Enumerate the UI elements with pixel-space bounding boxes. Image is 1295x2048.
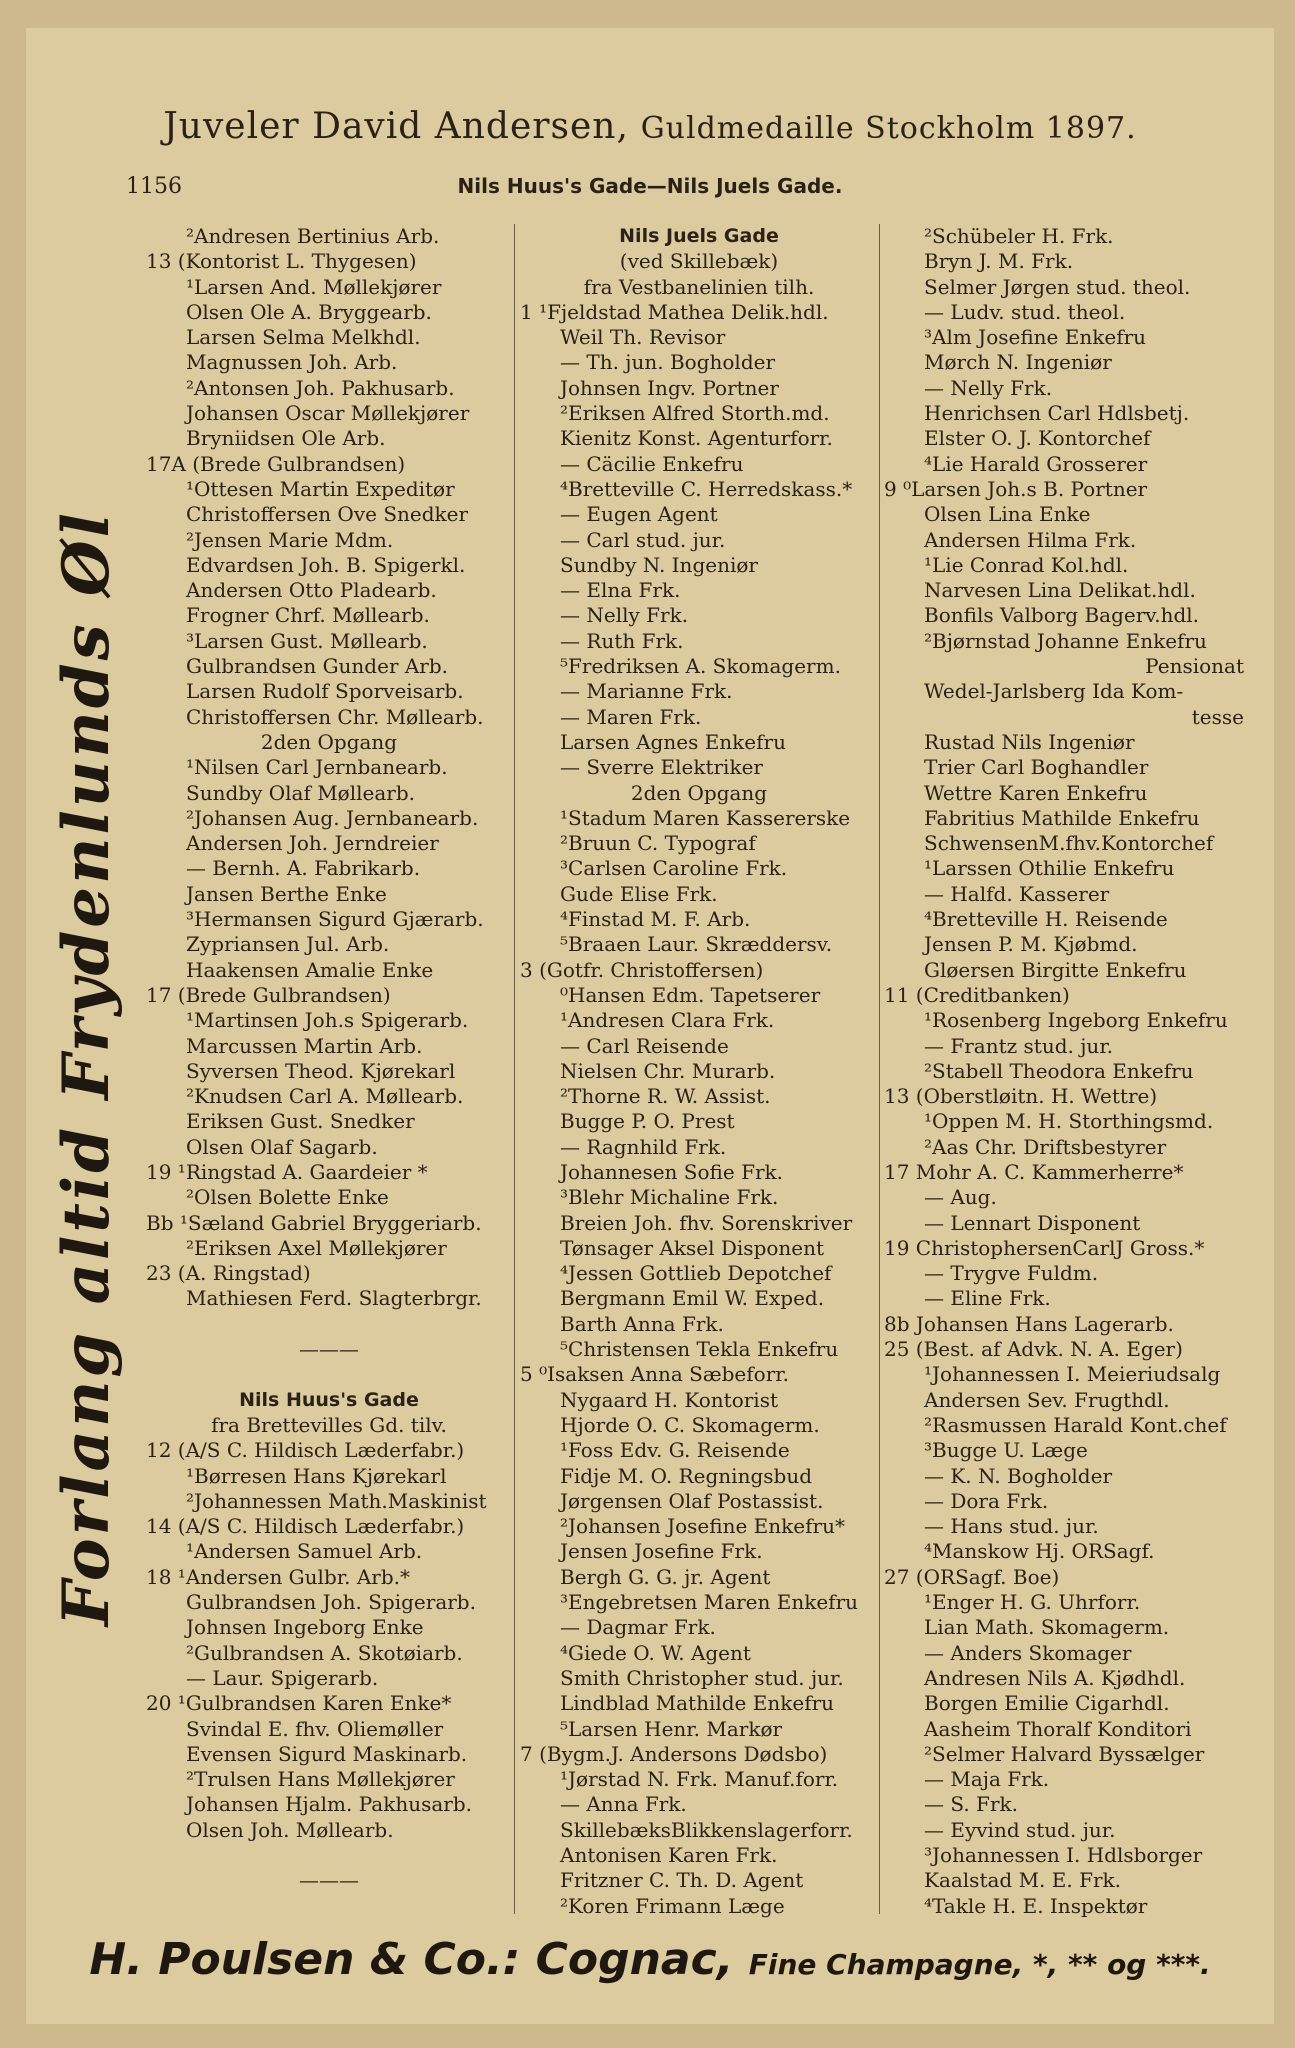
directory-entry: 23 (A. Ringstad) (146, 1261, 311, 1286)
directory-entry: 18 ¹Andersen Gulbr. Arb.* (146, 1564, 410, 1589)
directory-entry: Larsen Selma Melkhdl. (186, 325, 421, 350)
directory-entry: Tønsager Aksel Disponent (560, 1235, 825, 1260)
directory-entry: ⁴Lie Harald Grosserer (924, 451, 1148, 476)
directory-entry: Olsen Ole A. Bryggearb. (186, 299, 432, 324)
directory-entry: Andersen Hilma Frk. (924, 527, 1137, 552)
directory-entry: ¹Jørstad N. Frk. Manuf.forr. (560, 1767, 839, 1792)
directory-entry: ²Olsen Bolette Enke (186, 1185, 389, 1210)
directory-entry: Elster O. J. Kontorchef (924, 426, 1151, 451)
directory-entry: ¹Martinsen Joh.s Spigerarb. (186, 1008, 469, 1033)
directory-entry: — Cäcilie Enkefru (560, 451, 744, 476)
directory-entry: Mørch N. Ingeniør (924, 350, 1112, 375)
directory-entry: Gløersen Birgitte Enkefru (924, 957, 1187, 982)
directory-entry: Sundby N. Ingeniør (560, 552, 758, 577)
page-header (26, 106, 1274, 147)
header-title-main: Juveler David Andersen, (163, 106, 629, 147)
directory-entry: — Dagmar Frk. (560, 1615, 716, 1640)
directory-entry: — Elna Frk. (560, 578, 681, 603)
footer-advert-main: H. Poulsen & Co.: Cognac, (89, 1934, 734, 1985)
directory-entry: — Trygve Fuldm. (924, 1261, 1099, 1286)
directory-entry: ⁰Hansen Edm. Tapetserer (560, 982, 821, 1007)
directory-entry: ⁵Larsen Henr. Markør (560, 1716, 783, 1741)
column-1 (146, 224, 512, 1894)
directory-entry: Wedel-Jarlsberg Ida Kom- (924, 679, 1184, 704)
directory-entry: Larsen Agnes Enkefru (560, 729, 786, 754)
directory-entry: Bonfils Valborg Bagerv.hdl. (924, 603, 1200, 628)
directory-entry: Selmer Jørgen stud. theol. (924, 274, 1191, 299)
directory-entry: — Ruth Frk. (560, 628, 684, 653)
directory-entry: ⁵Braaen Laur. Skræddersv. (560, 932, 833, 957)
directory-entry: ¹Børresen Hans Kjørekarl (186, 1463, 447, 1488)
directory-entry: Nygaard H. Kontorist (560, 1387, 778, 1412)
directory-entry: ¹Andersen Samuel Arb. (186, 1539, 423, 1564)
directory-entry: — Anna Frk. (560, 1792, 687, 1817)
directory-entry: 20 ¹Gulbrandsen Karen Enke* (146, 1691, 452, 1716)
directory-entry: 3 (Gotfr. Christoffersen) (520, 957, 764, 982)
directory-entry: Marcussen Martin Arb. (186, 1033, 423, 1058)
directory-entry: Bergh G. G. jr. Agent (560, 1564, 771, 1589)
directory-entry: Nils Juels Gade (619, 225, 779, 247)
directory-entry: ²Johansen Aug. Jernbanearb. (186, 805, 479, 830)
directory-entry: Olsen Lina Enke (924, 502, 1091, 527)
directory-entry: ²Schübeler H. Frk. (924, 224, 1114, 248)
directory-entry: SkillebæksBlikkenslagerforr. (560, 1817, 853, 1842)
directory-entry: Johannesen Sofie Frk. (560, 1159, 783, 1184)
directory-entry: — Eugen Agent (560, 502, 718, 527)
directory-entry: Svindal E. fhv. Oliemøller (186, 1716, 444, 1741)
directory-entry: ²Andresen Bertinius Arb. (186, 224, 440, 248)
directory-entry: — Carl stud. jur. (560, 527, 726, 552)
directory-entry: Christoffersen Ove Snedker (186, 502, 469, 527)
directory-entry: Jensen P. M. Kjøbmd. (924, 932, 1138, 957)
directory-entry: — Ludv. stud. theol. (924, 299, 1126, 324)
directory-entry: 17 Mohr A. C. Kammerherre* (884, 1159, 1184, 1184)
directory-entry: ²Knudsen Carl A. Møllearb. (186, 1084, 464, 1109)
directory-entry: Andersen Joh. Jerndreier (186, 831, 439, 856)
directory-entry: — Carl Reisende (560, 1033, 729, 1058)
directory-entry: Trier Carl Boghandler (924, 755, 1149, 780)
directory-entry: ⁴Finstad M. F. Arb. (560, 907, 751, 932)
directory-entry: ²Gulbrandsen A. Skotøiarb. (186, 1640, 463, 1665)
directory-entry: ²Stabell Theodora Enkefru (924, 1058, 1194, 1083)
page-number: 1156 (126, 174, 182, 199)
directory-entry: ³Johannessen I. Hdlsborger (924, 1843, 1203, 1867)
directory-entry: Haakensen Amalie Enke (186, 957, 434, 982)
directory-entry: Christoffersen Chr. Møllearb. (186, 704, 484, 729)
directory-entry: 13 (Kontorist L. Thygesen) (146, 249, 417, 274)
side-advert-text: Forlang altid Frydenlunds Øl (48, 509, 124, 1627)
side-advert (26, 218, 146, 1918)
directory-entry: Edvardsen Joh. B. Spigerkl. (186, 552, 466, 577)
column-divider (879, 224, 880, 1914)
directory-entry: ¹Johannessen I. Meieriudsalg (924, 1362, 1221, 1387)
directory-entry: Barth Anna Frk. (560, 1311, 724, 1336)
directory-entry: Breien Joh. fhv. Sorenskriver (560, 1210, 853, 1235)
directory-entry: ²Bjørnstad Johanne Enkefru (924, 628, 1207, 653)
directory-entry: 7 (Bygm.J. Andersons Dødsbo) (520, 1741, 828, 1766)
directory-entry: ³Blehr Michaline Frk. (560, 1185, 779, 1210)
directory-entry: 8b Johansen Hans Lagerarb. (884, 1311, 1174, 1336)
directory-entry: ³Alm Josefine Enkefru (924, 325, 1147, 350)
directory-entry: 1 ¹Fjeldstad Mathea Delik.hdl. (520, 299, 829, 324)
directory-entry: ¹Larsen And. Møllekjører (186, 274, 442, 299)
directory-entry: — Eyvind stud. jur. (924, 1817, 1116, 1842)
directory-entry: tesse (1191, 704, 1244, 729)
directory-entry: ²Koren Frimann Læge (560, 1893, 785, 1918)
header-title-rest: Guldmedaille Stockholm 1897. (640, 111, 1137, 146)
directory-entry: ——— (299, 1868, 359, 1893)
directory-entry: ²Eriksen Alfred Storth.md. (560, 401, 830, 426)
directory-entry: SchwensenM.fhv.Kontorchef (924, 831, 1214, 856)
page-subtitle: Nils Huus's Gade—Nils Juels Gade. (457, 174, 843, 198)
column-2 (520, 224, 878, 1919)
directory-entry: Lindblad Mathilde Enkefru (560, 1691, 835, 1716)
directory-entry: — Sverre Elektriker (560, 755, 763, 780)
directory-entry: Narvesen Lina Delikat.hdl. (924, 578, 1196, 603)
directory-entry: ³Larsen Gust. Møllearb. (186, 628, 428, 653)
directory-entry: Antonisen Karen Frk. (560, 1843, 778, 1867)
directory-entry: ¹Oppen M. H. Storthingsmd. (924, 1109, 1214, 1134)
directory-entry: — Bernh. A. Fabrikarb. (186, 856, 421, 881)
directory-entry: ³Carlsen Caroline Frk. (560, 856, 788, 881)
directory-entry: 9 ⁰Larsen Joh.s B. Portner (884, 476, 1148, 501)
directory-entry (146, 1312, 512, 1337)
directory-entry: Sundby Olaf Møllearb. (186, 780, 415, 805)
directory-entry: Smith Christopher stud. jur. (560, 1665, 844, 1690)
directory-entry: ⁴Takle H. E. Inspektør (924, 1893, 1148, 1918)
directory-entry: Nielsen Chr. Murarb. (560, 1058, 776, 1083)
directory-entry: ¹Ottesen Martin Expeditør (186, 476, 455, 501)
directory-entry: ¹Rosenberg Ingeborg Enkefru (924, 1008, 1228, 1033)
directory-entry: ¹Lie Conrad Kol.hdl. (924, 552, 1129, 577)
directory-entry: Aasheim Thoralf Konditori (924, 1716, 1192, 1741)
directory-entry: ²Bruun C. Typograf (560, 831, 756, 856)
directory-entry: ——— (299, 1337, 359, 1362)
directory-entry: Evensen Sigurd Maskinarb. (186, 1741, 468, 1766)
directory-entry: 5 ⁰Isaksen Anna Sæbeforr. (520, 1362, 789, 1387)
directory-entry: Gulbrandsen Joh. Spigerarb. (186, 1590, 476, 1615)
directory-entry: Wettre Karen Enkefru (924, 780, 1148, 805)
footer-advert-tail: Fine Champagne, *, ** og ***. (748, 1948, 1211, 1981)
directory-entry: — S. Frk. (924, 1792, 1018, 1817)
directory-entry: — Lennart Disponent (924, 1210, 1141, 1235)
directory-entry: ¹Larssen Othilie Enkefru (924, 856, 1175, 881)
directory-entry: Weil Th. Revisor (560, 325, 726, 350)
directory-entry: ⁴Bretteville H. Reisende (924, 907, 1168, 932)
directory-entry: Fidje M. O. Regningsbud (560, 1463, 813, 1488)
directory-entry: Eriksen Gust. Snedker (186, 1109, 415, 1134)
directory-entry: ²Johannessen Math.Maskinist (186, 1488, 487, 1513)
directory-entry: ³Bugge U. Læge (924, 1438, 1088, 1463)
directory-entry: ²Antonsen Joh. Pakhusarb. (186, 375, 455, 400)
directory-entry: Fritzner C. Th. D. Agent (560, 1868, 804, 1893)
directory-entry: — Dora Frk. (924, 1488, 1049, 1513)
directory-entry: Olsen Olaf Sagarb. (186, 1134, 378, 1159)
directory-entry: Henrichsen Carl Hdlsbetj. (924, 401, 1190, 426)
directory-entry: ²Aas Chr. Driftsbestyrer (924, 1134, 1167, 1159)
directory-entry: Bryniidsen Ole Arb. (186, 426, 386, 451)
directory-page (26, 28, 1274, 2024)
directory-entry: Bryn J. M. Frk. (924, 249, 1074, 274)
directory-entry: — Ragnhild Frk. (560, 1134, 727, 1159)
directory-entry: 2den Opgang (630, 780, 768, 805)
directory-entry: Lian Math. Skomagerm. (924, 1615, 1170, 1640)
directory-entry: ²Selmer Halvard Byssælger (924, 1741, 1205, 1766)
footer-advert (26, 1934, 1274, 1985)
directory-entry: Gulbrandsen Gunder Arb. (186, 654, 449, 679)
directory-entry: ¹Andresen Clara Frk. (560, 1008, 775, 1033)
directory-entry: Bb ¹Sæland Gabriel Bryggeriarb. (146, 1210, 482, 1235)
directory-entry: — Frantz stud. jur. (924, 1033, 1114, 1058)
directory-entry: Andersen Sev. Frugthdl. (924, 1387, 1170, 1412)
directory-entry: Jansen Berthe Enke (186, 881, 387, 906)
directory-entry: 2den Opgang (260, 729, 398, 754)
directory-entry: — Halfd. Kasserer (924, 881, 1110, 906)
directory-entry: Mathiesen Ferd. Slagterbrgr. (186, 1286, 482, 1311)
directory-entry: ¹Enger H. G. Uhrforr. (924, 1590, 1141, 1615)
directory-entry: Kienitz Konst. Agenturforr. (560, 426, 833, 451)
directory-entry: ¹Stadum Maren Kassererske (560, 805, 851, 830)
directory-entry: — Nelly Frk. (560, 603, 689, 628)
directory-entry: 13 (Oberstløitn. H. Wettre) (884, 1084, 1158, 1109)
directory-entry: Frogner Chrf. Møllearb. (186, 603, 430, 628)
directory-entry: Olsen Joh. Møllearb. (186, 1817, 394, 1842)
directory-entry: Fabritius Mathilde Enkefru (924, 805, 1200, 830)
directory-entry: ²Trulsen Hans Møllekjører (186, 1767, 455, 1792)
directory-entry: Johansen Oscar Møllekjører (186, 401, 470, 426)
directory-entry: — K. N. Bogholder (924, 1463, 1113, 1488)
directory-entry: ⁵Christensen Tekla Enkefru (560, 1337, 839, 1362)
directory-entry: Bergmann Emil W. Exped. (560, 1286, 825, 1311)
directory-entry: ²Rasmussen Harald Kont.chef (924, 1412, 1227, 1437)
directory-entry: ⁵Fredriksen A. Skomagerm. (560, 654, 841, 679)
directory-entry: Andersen Otto Pladearb. (186, 578, 437, 603)
directory-entry: — Eline Frk. (924, 1286, 1051, 1311)
directory-entry: ³Engebretsen Maren Enkefru (560, 1590, 859, 1615)
directory-entry: — Th. jun. Bogholder (560, 350, 776, 375)
directory-entry: fra Vestbanelinien tilh. (583, 274, 815, 299)
directory-entry: Gude Elise Frk. (560, 881, 718, 906)
directory-entry: ⁴Jessen Gottlieb Depotchef (560, 1261, 832, 1286)
directory-entry: ²Jensen Marie Mdm. (186, 527, 394, 552)
directory-entry (146, 1362, 512, 1387)
directory-entry: Johansen Hjalm. Pakhusarb. (186, 1792, 472, 1817)
directory-entry: — Marianne Frk. (560, 679, 733, 704)
directory-entry: — Maja Frk. (924, 1767, 1050, 1792)
directory-entry: — Laur. Spigerarb. (186, 1665, 379, 1690)
directory-entry: ²Thorne R. W. Assist. (560, 1084, 771, 1109)
directory-entry: Syversen Theod. Kjørekarl (186, 1058, 456, 1083)
directory-entry: Hjorde O. C. Skomagerm. (560, 1412, 820, 1437)
directory-entry: Magnussen Joh. Arb. (186, 350, 398, 375)
directory-entry: Johnsen Ingv. Portner (560, 375, 779, 400)
directory-entry: Jørgensen Olaf Postassist. (560, 1488, 824, 1513)
directory-entry: (ved Skillebæk) (619, 249, 779, 274)
directory-entry: 17 (Brede Gulbrandsen) (146, 982, 391, 1007)
directory-entry: 11 (Creditbanken) (884, 982, 1070, 1007)
directory-entry: fra Brettevilles Gd. tilv. (211, 1412, 447, 1437)
directory-entry: Larsen Rudolf Sporveisarb. (186, 679, 464, 704)
directory-entry: Rustad Nils Ingeniør (924, 729, 1135, 754)
directory-entry (146, 1843, 512, 1868)
directory-entry: ¹Foss Edv. G. Reisende (560, 1438, 790, 1463)
directory-entry: — Aug. (924, 1185, 997, 1210)
directory-entry: Bugge P. O. Prest (560, 1109, 735, 1134)
column-divider (514, 224, 515, 1914)
directory-entry: ¹Nilsen Carl Jernbanearb. (186, 755, 448, 780)
directory-entry: — Nelly Frk. (924, 375, 1053, 400)
directory-entry: 19 ChristophersenCarlJ Gross.* (884, 1235, 1205, 1260)
directory-entry: 14 (A/S C. Hildisch Læderfabr.) (146, 1514, 465, 1539)
directory-entry: 17A (Brede Gulbrandsen) (146, 451, 406, 476)
directory-entry: Kaalstad M. E. Frk. (924, 1868, 1121, 1893)
directory-entry: — Hans stud. jur. (924, 1514, 1099, 1539)
directory-entry: Jensen Josefine Frk. (560, 1539, 763, 1564)
directory-entry: Pensionat (1145, 654, 1244, 679)
directory-entry: Borgen Emilie Cigarhdl. (924, 1691, 1170, 1716)
directory-entry: Zypriansen Jul. Arb. (186, 932, 390, 957)
directory-entry: ⁴Giede O. W. Agent (560, 1640, 751, 1665)
directory-entry: — Maren Frk. (560, 704, 702, 729)
directory-entry: Andresen Nils A. Kjødhdl. (924, 1665, 1186, 1690)
directory-entry: — Anders Skomager (924, 1640, 1132, 1665)
directory-entry: 19 ¹Ringstad A. Gaardeier * (146, 1159, 428, 1184)
directory-entry: ²Johansen Josefine Enkefru* (560, 1514, 845, 1539)
directory-entry: ⁴Bretteville C. Herredskass.* (560, 476, 853, 501)
directory-entry: 25 (Best. af Advk. N. A. Eger) (884, 1337, 1183, 1362)
directory-entry: ⁴Manskow Hj. ORSagf. (924, 1539, 1155, 1564)
directory-entry: 27 (ORSagf. Boe) (884, 1564, 1060, 1589)
column-3 (884, 224, 1244, 1919)
directory-entry: ³Hermansen Sigurd Gjærarb. (186, 907, 484, 932)
directory-entry: ²Eriksen Axel Møllekjører (186, 1235, 447, 1260)
directory-entry: Nils Huus's Gade (239, 1388, 419, 1411)
directory-entry: 12 (A/S C. Hildisch Læderfabr.) (146, 1438, 465, 1463)
directory-entry: Johnsen Ingeborg Enke (186, 1615, 424, 1640)
